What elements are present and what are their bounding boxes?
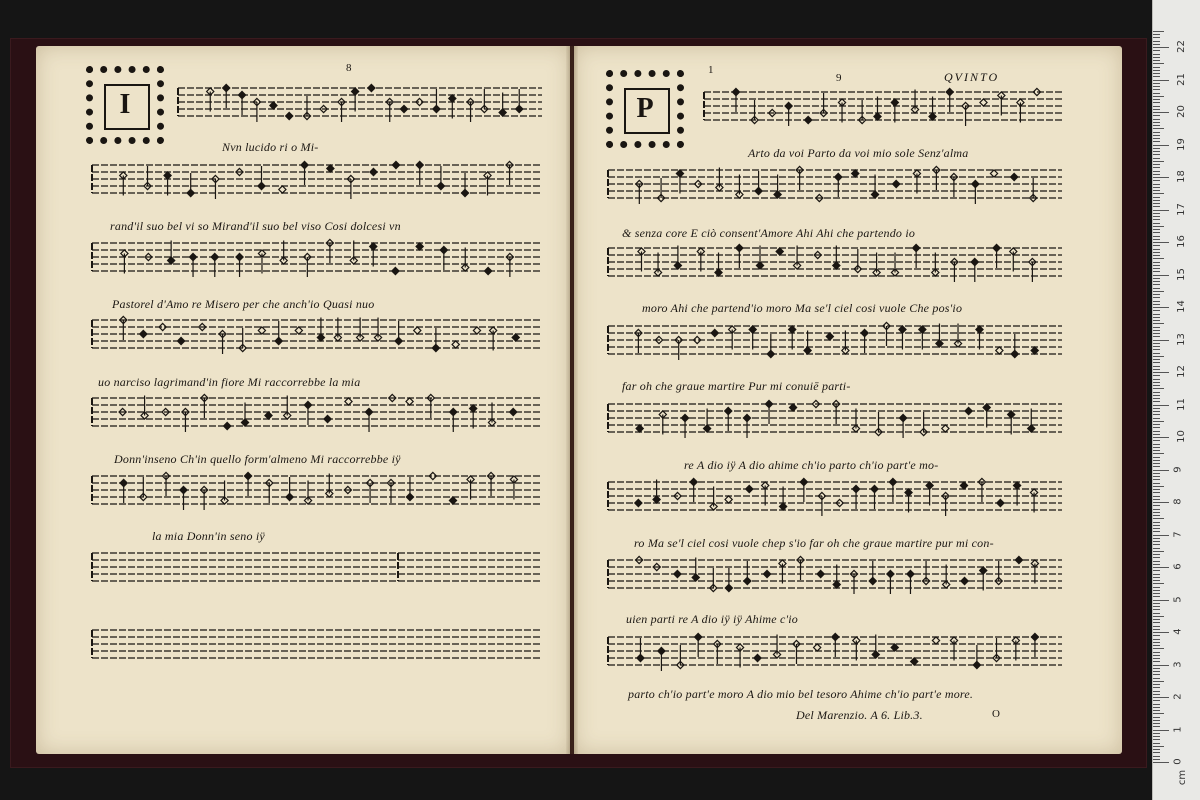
lyric-line: uo narciso lagrimand'in fiore Mi raccorrebbe la mia — [98, 375, 361, 389]
ruler-label: 2 — [1172, 693, 1184, 700]
ruler-tick — [1153, 314, 1160, 315]
ruler-tick — [1153, 483, 1160, 484]
ruler-label: 20 — [1175, 105, 1187, 118]
ruler-tick — [1153, 353, 1160, 354]
folio-mark: 1 — [708, 64, 714, 76]
ruler-tick — [1153, 281, 1160, 282]
ruler-tick — [1153, 372, 1169, 373]
lyric-line: la mia Donn'in seno iÿ — [152, 529, 265, 543]
ruler-tick — [1153, 681, 1164, 682]
ruler-tick — [1153, 275, 1169, 276]
ruler-label: 17 — [1175, 202, 1187, 216]
ruler-tick — [1153, 265, 1160, 266]
ruler-tick — [1153, 580, 1160, 581]
ruler-tick — [1153, 239, 1160, 240]
ruler-tick — [1153, 288, 1160, 289]
ruler-tick — [1153, 369, 1160, 370]
lyric-line: ro Ma se'l ciel cosi vuole chep s'io far oh che graue martire pur mi con- — [634, 536, 994, 550]
ruler-tick — [1153, 291, 1164, 292]
ruler-tick — [1153, 177, 1169, 178]
ruler-tick — [1153, 713, 1164, 714]
ruler-tick — [1153, 122, 1160, 123]
ruler-tick — [1153, 655, 1160, 656]
ruler-tick — [1153, 141, 1160, 142]
ruler-tick — [1153, 453, 1164, 454]
ruler-tick — [1153, 518, 1164, 519]
ruler-tick — [1153, 691, 1160, 692]
ruler-tick — [1153, 320, 1160, 321]
ruler-tick — [1153, 613, 1160, 614]
ruler-tick — [1153, 606, 1160, 607]
ruler-tick — [1153, 86, 1160, 87]
ruler-tick — [1153, 60, 1160, 61]
ruler-tick — [1153, 83, 1160, 84]
ruler-tick — [1153, 203, 1160, 204]
ruler-tick — [1153, 577, 1160, 578]
ruler-tick — [1153, 596, 1160, 597]
ruler-tick — [1153, 323, 1164, 324]
ruler-tick — [1153, 733, 1160, 734]
voice-part-header: QVINTO — [944, 70, 1000, 84]
ruler-unit: cm — [1177, 769, 1189, 786]
ruler-tick — [1153, 327, 1160, 328]
ruler-tick — [1153, 652, 1160, 653]
ruler-tick — [1153, 89, 1160, 90]
ruler-tick — [1153, 242, 1169, 243]
ruler-tick — [1153, 148, 1160, 149]
ruler-tick — [1153, 457, 1160, 458]
ruler-tick — [1153, 668, 1160, 669]
ruler-tick — [1153, 632, 1169, 633]
ruler-tick — [1153, 544, 1160, 545]
ruler-tick — [1153, 63, 1164, 64]
ruler-tick — [1153, 447, 1160, 448]
lyric-line: Donn'inseno Ch'in quello form'almeno Mi raccorrebbe iÿ — [114, 452, 401, 466]
ruler-tick — [1153, 499, 1160, 500]
ruler-tick — [1153, 411, 1160, 412]
ruler-tick — [1153, 551, 1164, 552]
ruler-tick — [1153, 210, 1169, 211]
ruler-tick — [1153, 658, 1160, 659]
ruler-tick — [1153, 431, 1160, 432]
measuring-ruler — [1152, 0, 1200, 800]
ruler-tick — [1153, 665, 1169, 666]
ruler-label: 21 — [1175, 72, 1187, 86]
ruler-label: 7 — [1172, 530, 1184, 538]
ruler-tick — [1153, 145, 1169, 146]
ruler-label: 22 — [1175, 40, 1187, 53]
ruler-tick — [1153, 395, 1160, 396]
page-number-left: 8 — [346, 62, 352, 74]
ruler-tick — [1153, 206, 1160, 207]
page-number-right: 9 — [836, 72, 842, 84]
ruler-tick — [1153, 414, 1160, 415]
ruler-tick — [1153, 622, 1160, 623]
ruler-tick — [1153, 509, 1160, 510]
ruler-tick — [1153, 307, 1169, 308]
ruler-label: 11 — [1175, 397, 1187, 411]
ruler-tick — [1153, 37, 1160, 38]
ruler-tick — [1153, 151, 1160, 152]
ruler-tick — [1153, 359, 1160, 360]
ruler-tick — [1153, 167, 1160, 168]
lyric-line: uien parti re A dio iÿ iÿ Ahime c'io — [626, 612, 798, 626]
ruler-tick — [1153, 739, 1160, 740]
ruler-tick — [1153, 492, 1160, 493]
ruler-label: 8 — [1172, 498, 1184, 505]
ruler-tick — [1153, 236, 1160, 237]
ruler-tick — [1153, 505, 1160, 506]
ruler-tick — [1153, 759, 1160, 760]
ruler-tick — [1153, 535, 1169, 536]
ruler-tick — [1153, 522, 1160, 523]
ruler-tick — [1153, 749, 1160, 750]
lyric-line: Nvn lucido ri o Mi- — [222, 140, 319, 154]
lyric-line: Pastorel d'Amo re Misero per che anch'io Quasi nuo — [112, 297, 375, 311]
ruler-tick — [1153, 229, 1160, 230]
book-gutter — [566, 46, 578, 754]
ruler-tick — [1153, 424, 1160, 425]
ruler-tick — [1153, 629, 1160, 630]
ruler-label: 4 — [1172, 628, 1184, 635]
ruler-tick — [1153, 405, 1169, 406]
ruler-tick — [1153, 392, 1160, 393]
ruler-tick — [1153, 466, 1160, 467]
ruler-tick — [1153, 138, 1160, 139]
ruler-tick — [1153, 548, 1160, 549]
ruler-tick — [1153, 671, 1160, 672]
ruler-tick — [1153, 743, 1160, 744]
ruler-tick — [1153, 294, 1160, 295]
ruler-tick — [1153, 67, 1160, 68]
ruler-tick — [1153, 538, 1160, 539]
ruler-tick — [1153, 723, 1160, 724]
lyric-line: Arto da voi Parto da voi mio sole Senz'alma — [748, 146, 969, 160]
ruler-tick — [1153, 297, 1160, 298]
ruler-tick — [1153, 694, 1160, 695]
ruler-tick — [1153, 476, 1160, 477]
ruler-tick — [1153, 398, 1160, 399]
ruler-tick — [1153, 684, 1160, 685]
ruler-tick — [1153, 343, 1160, 344]
ruler-label: 3 — [1172, 660, 1184, 668]
ruler-tick — [1153, 219, 1160, 220]
ruler-tick — [1153, 567, 1169, 568]
ruler-tick — [1153, 554, 1160, 555]
lyric-line: & senza core E ciò consent'Amore Ahi Ahi che partendo io — [622, 226, 916, 240]
ruler-tick — [1153, 171, 1160, 172]
ruler-tick — [1153, 642, 1160, 643]
ruler-tick — [1153, 99, 1160, 100]
ruler-tick — [1153, 135, 1160, 136]
ruler-tick — [1153, 366, 1160, 367]
ruler-tick — [1153, 80, 1169, 81]
ruler-tick — [1153, 112, 1169, 113]
ruler-tick — [1153, 161, 1164, 162]
ruler-tick — [1153, 336, 1160, 337]
ruler-tick — [1153, 106, 1160, 107]
ruler-tick — [1153, 375, 1160, 376]
ruler-tick — [1153, 616, 1164, 617]
ruler-tick — [1153, 427, 1160, 428]
ruler-tick — [1153, 590, 1160, 591]
ruler-tick — [1153, 626, 1160, 627]
ruler-tick — [1153, 223, 1160, 224]
initial-letter-i — [86, 66, 164, 144]
ruler-tick — [1153, 50, 1160, 51]
ruler-tick — [1153, 93, 1160, 94]
ruler-label: 12 — [1175, 365, 1187, 378]
ruler-tick — [1153, 193, 1164, 194]
ruler-tick — [1153, 479, 1160, 480]
ruler-tick — [1153, 362, 1160, 363]
ruler-tick — [1153, 252, 1160, 253]
ruler-tick — [1153, 440, 1160, 441]
ruler-tick — [1153, 44, 1160, 45]
ruler-tick — [1153, 489, 1160, 490]
initial-letter: P — [636, 93, 654, 124]
ruler-tick — [1153, 444, 1160, 445]
ruler-tick — [1153, 54, 1160, 55]
ruler-tick — [1153, 717, 1160, 718]
ruler-tick — [1153, 470, 1169, 471]
ruler-tick — [1153, 736, 1160, 737]
ruler-tick — [1153, 512, 1160, 513]
ruler-tick — [1153, 418, 1160, 419]
ruler-tick — [1153, 720, 1160, 721]
ruler-tick — [1153, 184, 1160, 185]
ruler-tick — [1153, 600, 1169, 601]
ruler-label: 10 — [1175, 430, 1187, 443]
ruler-tick — [1153, 408, 1160, 409]
ruler-tick — [1153, 648, 1164, 649]
ruler-tick — [1153, 180, 1160, 181]
ruler-tick — [1153, 697, 1169, 698]
signature-mark: O — [992, 708, 1000, 720]
ruler-tick — [1153, 401, 1160, 402]
ruler-tick — [1153, 216, 1160, 217]
ruler-tick — [1153, 661, 1160, 662]
ruler-label: 16 — [1175, 235, 1187, 248]
ruler-tick — [1153, 200, 1160, 201]
ruler-tick — [1153, 687, 1160, 688]
ruler-tick — [1153, 593, 1160, 594]
ruler-tick — [1153, 707, 1160, 708]
ruler-tick — [1153, 340, 1169, 341]
ruler-tick — [1153, 645, 1160, 646]
ruler-tick — [1153, 762, 1169, 763]
ruler-tick — [1153, 41, 1160, 42]
ruler-tick — [1153, 278, 1160, 279]
ruler-tick — [1153, 603, 1160, 604]
ruler-tick — [1153, 583, 1164, 584]
ruler-tick — [1153, 96, 1164, 97]
ruler-tick — [1153, 564, 1160, 565]
ruler-tick — [1153, 587, 1160, 588]
ruler-tick — [1153, 190, 1160, 191]
ruler-tick — [1153, 635, 1160, 636]
ruler-tick — [1153, 34, 1160, 35]
ruler-tick — [1153, 746, 1164, 747]
printer-colophon: Del Marenzio. A 6. Lib.3. — [796, 708, 923, 722]
ruler-tick — [1153, 154, 1160, 155]
ruler-tick — [1153, 460, 1160, 461]
ruler-tick — [1153, 756, 1160, 757]
ruler-tick — [1153, 187, 1160, 188]
ruler-tick — [1153, 268, 1160, 269]
ruler-tick — [1153, 249, 1160, 250]
ruler-tick — [1153, 450, 1160, 451]
ruler-tick — [1153, 570, 1160, 571]
ruler-tick — [1153, 346, 1160, 347]
ruler-label: 6 — [1172, 563, 1184, 570]
ruler-tick — [1153, 76, 1160, 77]
ruler-tick — [1153, 700, 1160, 701]
ruler-tick — [1153, 284, 1160, 285]
ruler-tick — [1153, 710, 1160, 711]
ruler-tick — [1153, 730, 1169, 731]
ruler-tick — [1153, 531, 1160, 532]
initial-letter-p — [606, 70, 684, 148]
ruler-tick — [1153, 528, 1160, 529]
ruler-tick — [1153, 333, 1160, 334]
ruler-tick — [1153, 245, 1160, 246]
ruler-tick — [1153, 385, 1160, 386]
ruler-label: 9 — [1172, 465, 1184, 473]
ruler-tick — [1153, 541, 1160, 542]
ruler-tick — [1153, 119, 1160, 120]
ruler-tick — [1153, 132, 1160, 133]
initial-letter: I — [119, 89, 131, 120]
ruler-tick — [1153, 330, 1160, 331]
ruler-tick — [1153, 379, 1160, 380]
ruler-tick — [1153, 486, 1164, 487]
ruler-label: 13 — [1175, 332, 1187, 346]
ruler-tick — [1153, 128, 1164, 129]
ruler-tick — [1153, 421, 1164, 422]
ruler-tick — [1153, 226, 1164, 227]
ruler-tick — [1153, 561, 1160, 562]
ruler-tick — [1153, 158, 1160, 159]
lyric-line: re A dio iÿ A dio ahime ch'io parto ch'io part'e mo- — [684, 458, 939, 472]
ruler-tick — [1153, 317, 1160, 318]
ruler-label: 1 — [1172, 725, 1184, 733]
ruler-tick — [1153, 574, 1160, 575]
ruler-tick — [1153, 109, 1160, 110]
lyric-line: parto ch'io part'e moro A dio mio bel tesoro Ahime ch'io part'e more. — [628, 687, 974, 701]
ruler-tick — [1153, 515, 1160, 516]
ruler-tick — [1153, 382, 1160, 383]
ruler-tick — [1153, 473, 1160, 474]
ruler-tick — [1153, 678, 1160, 679]
ruler-tick — [1153, 639, 1160, 640]
ruler-tick — [1153, 57, 1160, 58]
ruler-tick — [1153, 674, 1160, 675]
ruler-tick — [1153, 304, 1160, 305]
ruler-tick — [1153, 437, 1169, 438]
ruler-tick — [1153, 609, 1160, 610]
ruler-tick — [1153, 255, 1160, 256]
ruler-tick — [1153, 434, 1160, 435]
ruler-label: 15 — [1175, 267, 1187, 281]
ruler-tick — [1153, 752, 1160, 753]
lyric-line: far oh che graue martire Pur mi conuiē parti- — [622, 379, 851, 393]
ruler-tick — [1153, 271, 1160, 272]
ruler-tick — [1153, 502, 1169, 503]
ruler-tick — [1153, 232, 1160, 233]
ruler-tick — [1153, 301, 1160, 302]
ruler-label: 14 — [1175, 300, 1187, 313]
ruler-tick — [1153, 102, 1160, 103]
ruler-tick — [1153, 197, 1160, 198]
ruler-tick — [1153, 47, 1169, 48]
ruler-tick — [1153, 525, 1160, 526]
ruler-tick — [1153, 388, 1164, 389]
ruler-tick — [1153, 557, 1160, 558]
ruler-label: 0 — [1172, 758, 1184, 765]
ruler-tick — [1153, 356, 1164, 357]
ruler-tick — [1153, 726, 1160, 727]
ruler-label: 5 — [1172, 595, 1184, 603]
ruler-tick — [1153, 704, 1160, 705]
ruler-tick — [1153, 174, 1160, 175]
ruler-tick — [1153, 310, 1160, 311]
ruler-tick — [1153, 262, 1160, 263]
ruler-tick — [1153, 213, 1160, 214]
ruler-tick — [1153, 619, 1160, 620]
ruler-tick — [1153, 349, 1160, 350]
ruler-tick — [1153, 115, 1160, 116]
ruler-tick — [1153, 31, 1164, 32]
ruler-tick — [1153, 463, 1160, 464]
lyric-line: rand'il suo bel vi so Mirand'il suo bel viso Cosi dolcesi vn — [110, 219, 401, 233]
lyric-line: moro Ahi che partend'io moro Ma se'l ciel cosi vuole Che pos'io — [642, 301, 963, 315]
ruler-tick — [1153, 125, 1160, 126]
ruler-label: 18 — [1175, 170, 1187, 183]
ruler-tick — [1153, 70, 1160, 71]
ruler-tick — [1153, 73, 1160, 74]
ruler-label: 19 — [1175, 137, 1187, 151]
ruler-tick — [1153, 164, 1160, 165]
ruler-tick — [1153, 258, 1164, 259]
ruler-tick — [1153, 496, 1160, 497]
